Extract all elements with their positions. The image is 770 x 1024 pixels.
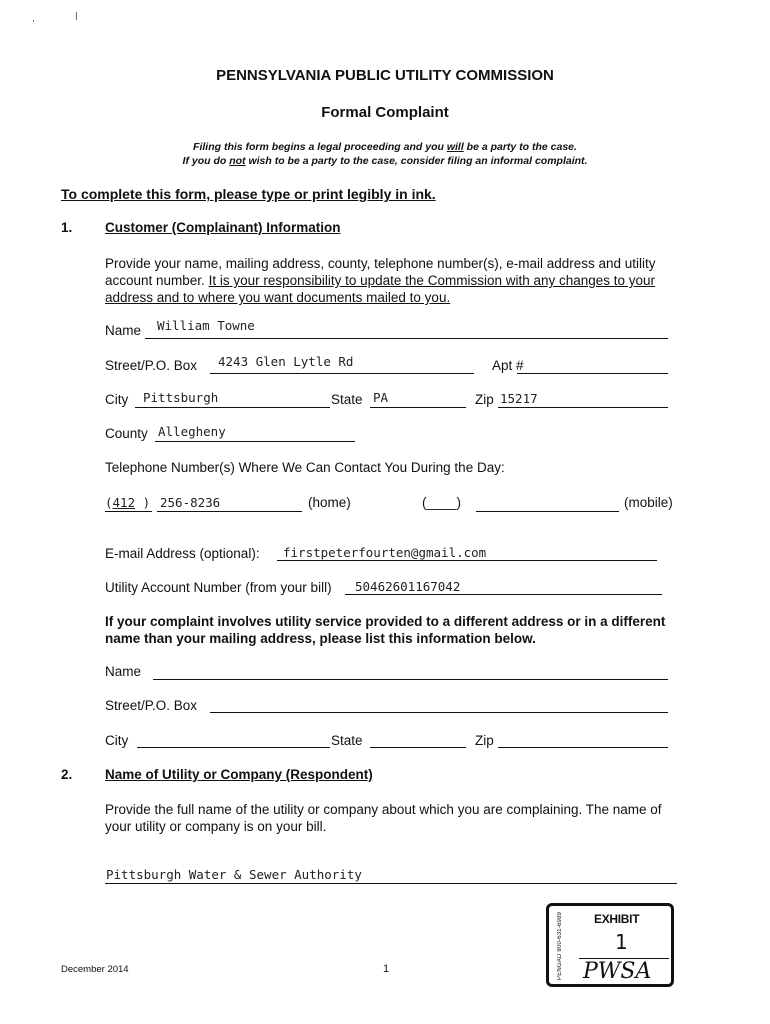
state-value: PA xyxy=(373,390,389,405)
email-label: E-mail Address (optional): xyxy=(105,546,260,561)
legal-note-line1: Filing this form begins a legal proceeding and you will be a party to the case. xyxy=(193,141,577,153)
page-title: PENNSYLVANIA PUBLIC UTILITY COMMISSION xyxy=(216,67,554,84)
section1-description: Provide your name, mailing address, county, telephone number(s), e-mail address and utility account number. It is your responsibility to update the Commission with any changes to your address and to where you want documents mailed to you. xyxy=(105,256,656,305)
instruction: To complete this form, please type or print legibly in ink. xyxy=(61,186,436,202)
home-label: (home) xyxy=(308,495,351,510)
account-value: 50462601167042 xyxy=(355,579,461,594)
stamp-number: 1 xyxy=(615,930,628,954)
email-value: firstpeterfourten@gmail.com xyxy=(283,545,487,560)
alt-street-label: Street/P.O. Box xyxy=(105,698,198,713)
zip-label: Zip xyxy=(475,392,494,407)
name-value: William Towne xyxy=(157,318,255,333)
mobile-label: (mobile) xyxy=(624,495,673,510)
street-field[interactable] xyxy=(210,373,474,374)
section1-heading: Customer (Complainant) Information xyxy=(105,220,341,235)
apt-label: Apt # xyxy=(492,358,524,373)
section2-number: 2. xyxy=(61,767,73,782)
state-field[interactable] xyxy=(370,407,466,408)
different-address-note: If your complaint involves utility service provided to a different address or in a different name than your mailing address, please list this information below. xyxy=(105,614,666,646)
alt-zip-label: Zip xyxy=(475,733,494,748)
county-value: Allegheny xyxy=(158,424,226,439)
section1-number: 1. xyxy=(61,220,73,235)
form-name: Formal Complaint xyxy=(321,104,449,121)
stamp-signature: PWSA xyxy=(583,959,652,984)
phone-prompt: Telephone Number(s) Where We Can Contact You During the Day: xyxy=(105,460,505,475)
alt-state-label: State xyxy=(331,733,363,748)
alt-name-field[interactable] xyxy=(153,679,668,680)
alt-name-label: Name xyxy=(105,664,142,679)
home-area-field[interactable] xyxy=(105,511,152,512)
alt-city-label: City xyxy=(105,733,129,748)
alt-zip-field[interactable] xyxy=(498,747,668,748)
city-value: Pittsburgh xyxy=(143,390,219,405)
county-field[interactable] xyxy=(155,441,355,442)
utility-name-field[interactable] xyxy=(105,883,677,884)
mobile-area-field[interactable]: (____) xyxy=(422,495,462,510)
name-field[interactable] xyxy=(145,338,668,339)
alt-city-field[interactable] xyxy=(137,747,330,748)
home-number-value: 256-8236 xyxy=(160,495,221,510)
home-number-field[interactable] xyxy=(157,511,302,512)
stamp-label: EXHIBIT xyxy=(594,912,640,926)
stamp-side-text: PENGAD 800-631-6989 xyxy=(557,911,563,980)
state-label: State xyxy=(331,392,363,407)
scan-mark xyxy=(76,12,77,20)
section2-description: Provide the full name of the utility or company about which you are complaining. The name of your utility or company is on your bill. xyxy=(105,802,662,834)
exhibit-stamp xyxy=(546,903,674,987)
scan-mark xyxy=(33,20,34,22)
email-field[interactable] xyxy=(277,560,657,561)
account-label: Utility Account Number (from your bill) xyxy=(105,580,332,595)
zip-field[interactable] xyxy=(498,407,668,408)
apt-field[interactable] xyxy=(517,373,668,374)
alt-street-field[interactable] xyxy=(210,712,668,713)
account-field[interactable] xyxy=(345,594,662,595)
name-label: Name xyxy=(105,323,142,338)
legal-note-line2: If you do not wish to be a party to the case, consider filing an informal complaint. xyxy=(182,155,588,167)
mobile-number-field[interactable] xyxy=(476,511,619,512)
city-label: City xyxy=(105,392,129,407)
alt-state-field[interactable] xyxy=(370,747,466,748)
street-value: 4243 Glen Lytle Rd xyxy=(218,354,354,369)
utility-name-value: Pittsburgh Water & Sewer Authority xyxy=(106,867,362,882)
zip-value: 15217 xyxy=(500,391,538,406)
page-number: 1 xyxy=(383,963,390,975)
footer-date: December 2014 xyxy=(61,964,129,975)
street-label: Street/P.O. Box xyxy=(105,358,198,373)
home-area-code: (412 ) xyxy=(105,495,151,510)
city-field[interactable] xyxy=(135,407,330,408)
county-label: County xyxy=(105,426,148,441)
section2-heading: Name of Utility or Company (Respondent) xyxy=(105,767,373,782)
